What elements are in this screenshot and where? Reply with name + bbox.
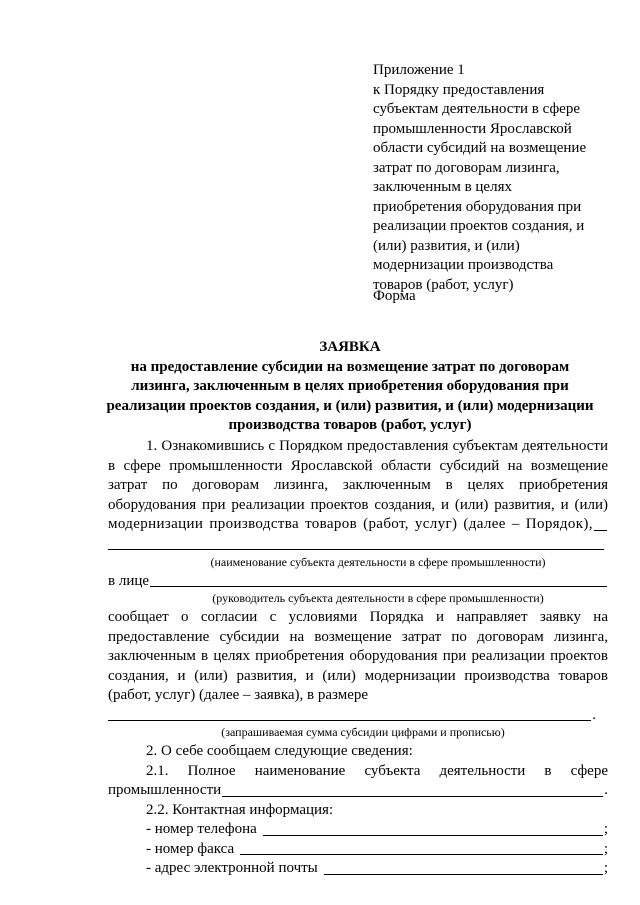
section2-intro xyxy=(108,742,608,762)
appendix-line: Приложение 1 xyxy=(373,62,465,78)
phone-label: - номер телефона xyxy=(146,821,257,837)
paragraph-line: модернизации производства товаров (работ, услуг) (далее – Порядок), xyxy=(108,516,593,532)
paragraph-line: затрат по договорам лизинга, заключенным в целях приобретения xyxy=(108,477,608,493)
appendix-line: реализации проектов создания, и xyxy=(373,218,585,234)
appendix-line: промышленности Ярославской xyxy=(373,120,572,137)
form-label: Форма xyxy=(373,288,416,304)
appendix-line: заключенным в целях xyxy=(373,179,512,195)
section2-intro-text: 2. О себе сообщаем следующие сведения: xyxy=(146,743,413,759)
full-name-field[interactable] xyxy=(222,796,603,797)
amount-field[interactable] xyxy=(108,720,591,721)
phone-field[interactable] xyxy=(263,835,603,836)
contact-fax-row xyxy=(108,840,608,860)
title-line: производства товаров (работ, услуг) xyxy=(228,417,472,433)
appendix-line: к Порядку предоставления xyxy=(373,81,545,98)
appendix-line: модернизации производства xyxy=(373,257,554,273)
title-heading: ЗАЯВКА xyxy=(319,339,381,355)
paragraph-line: 1. Ознакомившись с Порядком предоставления субъектам деятельности xyxy=(146,438,608,454)
title-line: лизинга, заключенным в целях приобретения оборудования при xyxy=(131,378,569,394)
item-2-1-line: 2.1. Полное наименование субъекта деятельности в сфере xyxy=(146,762,608,779)
caption-head: (руководитель субъекта деятельности в сфере промышленности) xyxy=(212,591,544,605)
item-2-2-row xyxy=(108,801,608,821)
paragraph-line: заключенным в целях приобретения оборудования при реализации проектов xyxy=(108,648,608,664)
in-person-row xyxy=(108,572,608,592)
paragraph-line: оборудования при реализации проектов создания, и (или) развития, и (или) xyxy=(108,496,608,513)
item-2-1-row xyxy=(108,781,608,801)
document-title xyxy=(100,338,600,436)
appendix-line: субъектам деятельности в сфере xyxy=(373,101,580,117)
fax-end: ; xyxy=(603,840,608,857)
item-2-1-end: . xyxy=(604,782,608,798)
head-name-field[interactable] xyxy=(150,586,607,587)
paragraph-line: в сфере промышленности Ярославской области субсидий на возмещение xyxy=(108,457,608,474)
title-line: реализации проектов создания, и (или) развития, и (или) модернизации xyxy=(106,397,594,414)
appendix-line: области субсидий на возмещение xyxy=(373,140,587,156)
fax-field[interactable] xyxy=(240,854,603,855)
caption-amount: (запрашиваемая сумма субсидии цифрами и прописью) xyxy=(221,725,505,739)
appendix-line: приобретения оборудования при xyxy=(373,198,582,215)
entity-name-blank[interactable] xyxy=(594,530,607,531)
title-line: на предоставление субсидии на возмещение затрат по договорам xyxy=(130,358,570,375)
email-field[interactable] xyxy=(324,874,603,875)
contact-phone-row xyxy=(108,820,608,840)
item-2-1-label: промышленности xyxy=(108,782,222,798)
contact-email-row xyxy=(108,859,608,879)
amount-end: . xyxy=(592,706,596,723)
appendix-block xyxy=(373,61,613,295)
phone-end: ; xyxy=(603,821,608,837)
caption-entity: (наименование субъекта деятельности в сфере промышленности) xyxy=(210,554,546,569)
email-end: ; xyxy=(603,860,608,876)
document-body xyxy=(108,437,608,879)
amount-row xyxy=(108,706,608,726)
paragraph-line: (работ, услуг) (далее – заявка), в размере xyxy=(108,687,369,703)
appendix-line: (или) развития, и (или) xyxy=(373,237,520,254)
entity-name-field[interactable] xyxy=(108,535,604,550)
appendix-line: товаров (работ, услуг) xyxy=(373,276,514,293)
in-person-label: в лице xyxy=(108,572,150,589)
paragraph-line: сообщает о согласии с условиями Порядка и направляет заявку на xyxy=(108,609,608,625)
paragraph-line: создания, и (или) развития, и (или) модернизации производства товаров xyxy=(108,667,608,684)
paragraph-line: предоставление субсидии на возмещение затрат по договорам лизинга, xyxy=(108,628,608,645)
paragraph-row xyxy=(108,686,608,706)
paragraph-row xyxy=(108,515,608,535)
email-label: - адрес электронной почты xyxy=(146,860,318,876)
fax-label: - номер факса xyxy=(146,840,235,857)
item-2-2-label: 2.2. Контактная информация: xyxy=(146,801,334,818)
appendix-line: затрат по договорам лизинга, xyxy=(373,159,560,176)
